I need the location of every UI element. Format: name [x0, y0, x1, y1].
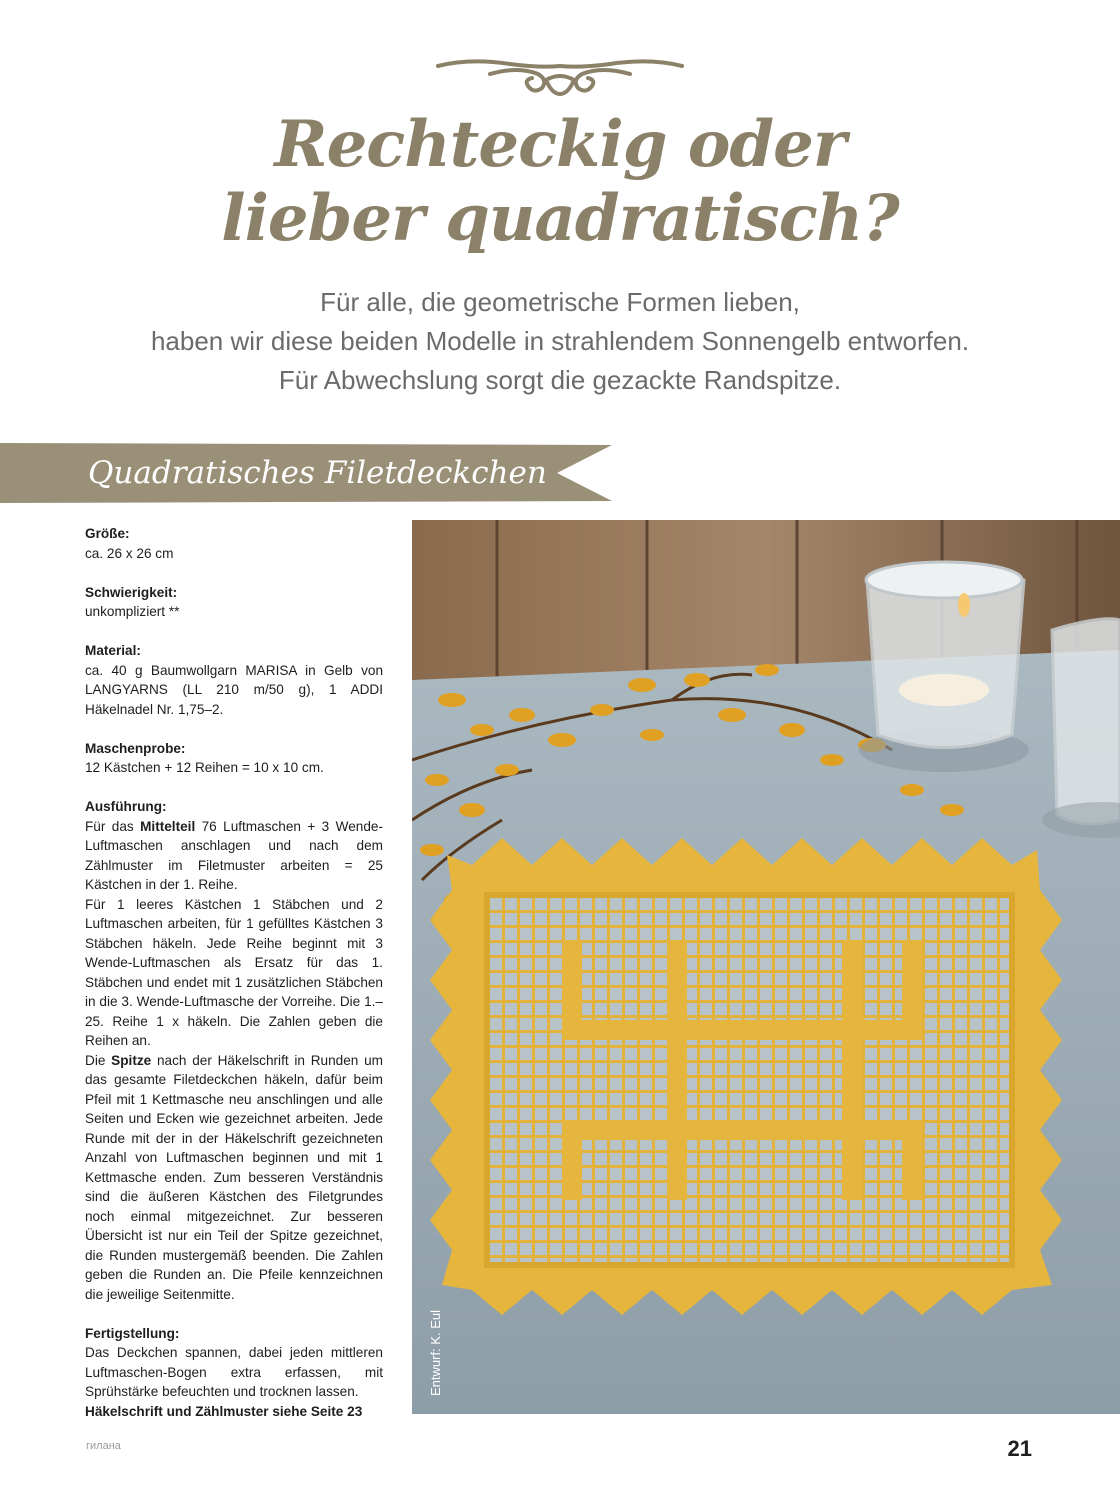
execution-block	[85, 797, 383, 1304]
page-title	[0, 108, 1120, 256]
finishing-label: Fertigstellung:	[85, 1325, 180, 1341]
reference-note: Häkelschrift und Zählmuster siehe Seite 23	[85, 1403, 363, 1419]
photo-credit-text: Entwurf: K. Eul	[428, 1310, 443, 1396]
execution-p1-start: Für das	[85, 818, 141, 834]
difficulty-block	[85, 583, 383, 622]
photo-credit	[420, 1300, 460, 1400]
execution-p1-end: 76 Luftmaschen + 3 Wende-Luftmaschen anschlagen und nach dem Zählmuster im Filetmuster arbeiten = 25 Kästchen in der 1. Reihe.	[85, 818, 383, 892]
size-block	[85, 524, 383, 563]
page-number: 21	[1007, 1436, 1032, 1461]
ornament-flourish-icon	[430, 50, 690, 100]
gauge-block	[85, 739, 383, 778]
material-block	[85, 641, 383, 719]
gauge-value: 12 Kästchen + 12 Reihen = 10 x 10 cm.	[85, 760, 324, 775]
page-title-line-1: Rechteckig oder	[274, 107, 846, 182]
gauge-label: Maschenprobe:	[85, 740, 186, 756]
execution-paragraph-2: Für 1 leeres Kästchen 1 Stäbchen und 2 Luftmaschen arbeiten, für 1 gefülltes Kästchen 3 Stäbchen häkeln. Jede Reihe beginnt mit 3 Wende-Luftmaschen als Ersatz für das 1. Stäbchen und endet mit 1 zusätzlichen Stäbchen in die 3. Wende-Luftmasche der Vorreihe. Die 1.–25. Reihe 1 x häkeln. Die Zahlen geben die Reihen an.	[85, 896, 383, 1048]
doily-photo	[412, 520, 1120, 1414]
page-subtitle	[0, 283, 1120, 400]
size-value: ca. 26 x 26 cm	[85, 545, 174, 561]
subtitle-line-3: Für Abwechslung sorgt die gezackte Randspitze.	[278, 365, 842, 395]
finishing-value: Das Deckchen spannen, dabei jeden mittleren Luftmaschen-Bogen extra erfassen, mit Sprühstärke befeuchten und trocknen lassen.	[85, 1345, 383, 1399]
execution-p3-end: nach der Häkelschrift in Runden um das gesamte Filetdeckchen häkeln, dafür beim Pfeil mit 1 Kettmasche neu anschlingen und alle Seiten und Ecken wie gezeichnet arbeiten. Jede Runde mit der in der Häkelschrift gezeichneten Anzahl von Luftmaschen beginnen und mit 1 Kettmasche enden. Zum besseren Verständnis sind die äußeren Kästchen des Filetgrundes noch einmal mitgezeichnet. Zur besseren Übersicht ist nur ein Teil der Spitze gezeichnet, die Runden mustergemäß beenden. Die Zahlen geben die Runden an. Die Pfeile kennzeichnen die jeweilige Seitenmitte.	[85, 1052, 383, 1302]
execution-p1-bold: Mittelteil	[140, 818, 196, 834]
execution-p3-bold: Spitze	[111, 1052, 152, 1068]
execution-paragraph-3	[85, 1051, 383, 1305]
material-label: Material:	[85, 643, 141, 658]
finishing-block	[85, 1324, 383, 1422]
subtitle-line-1: Für alle, die geometrische Formen lieben,	[320, 287, 800, 317]
difficulty-label: Schwierigkeit:	[85, 584, 178, 600]
footer-source: гилана	[86, 1440, 121, 1452]
subtitle-line-2: haben wir diese beiden Modelle in strahlendem Sonnengelb entworfen.	[150, 326, 970, 356]
page-title-line-2: lieber quadratisch?	[221, 181, 899, 256]
size-label: Größe:	[85, 526, 130, 541]
material-value: ca. 40 g Baumwollgarn MARISA in Gelb von LANGYARNS (LL 210 m/50 g), 1 ADDI Häkelnadel Nr. 1,75–2.	[85, 662, 383, 717]
difficulty-value: unkompliziert **	[85, 604, 180, 619]
execution-label: Ausführung:	[85, 799, 167, 814]
execution-p3-start: Die	[85, 1052, 112, 1068]
execution-paragraph-1	[85, 817, 383, 895]
instructions-column	[85, 524, 383, 1421]
section-title: Quadratisches Filetdeckchen	[88, 455, 547, 491]
